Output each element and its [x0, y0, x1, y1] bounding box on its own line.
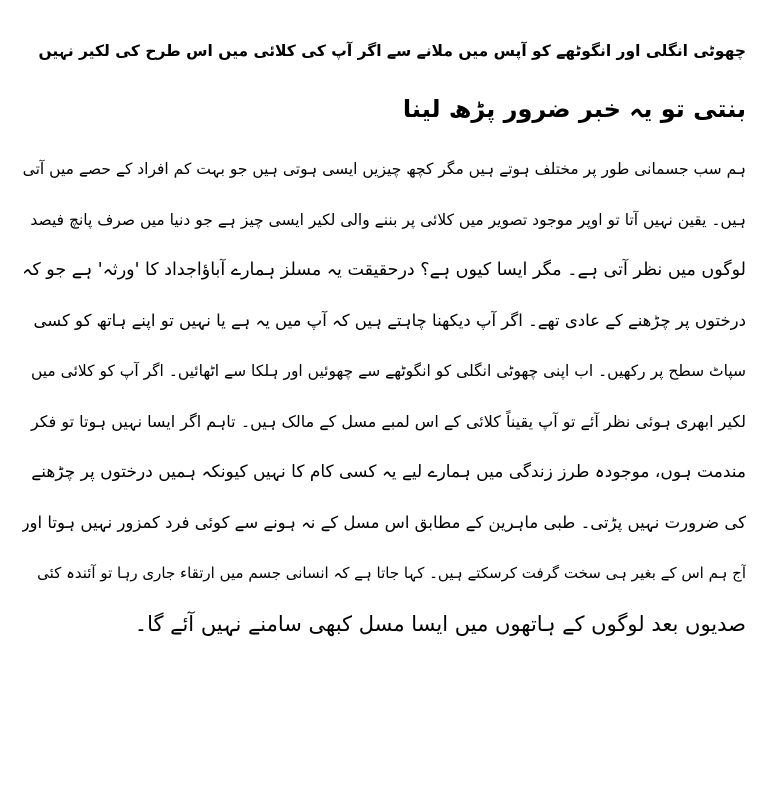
- body-line-9: آج ہم اس کے بغیر ہی سخت گرفت کرسکتے ہیں۔ کہا جاتا ہے کہ انسانی جسم میں ارتقاء جاری رہا تو آئندہ کئی: [37, 564, 746, 582]
- body-line-3: لوگوں میں نظر آتی ہے۔ مگر ایسا کیوں ہے؟ درحقیقت یہ مسلز ہمارے آباؤاجداد کا 'ورثہ' ہے جو کہ: [22, 260, 746, 280]
- body-line-8: کی ضرورت نہیں پڑتی۔ طبی ماہرین کے مطابق اس مسل کے نہ ہونے سے کوئی فرد کمزور نہیں ہوتا اور: [22, 512, 746, 532]
- article-body: [22, 144, 746, 649]
- body-line-6: لکیر ابھری ہوئی نظر آئے تو آپ یقیناً کلائی کے اس لمبے مسل کے مالک ہیں۔ تاہم اگر ایسا نہیں ہوتا تو فکر: [30, 411, 746, 431]
- body-line-10: صدیوں بعد لوگوں کے ہاتھوں میں ایسا مسل کبھی سامنے نہیں آئے گا۔: [134, 611, 746, 636]
- body-line-4: درختوں پر چڑھنے کے عادی تھے۔ اگر آپ دیکھنا چاہتے ہیں کہ آپ میں یہ ہے یا نہیں تو اپنے ہاتھ کو کسی: [33, 310, 746, 330]
- body-line-1: ہم سب جسمانی طور پر مختلف ہوتے ہیں مگر کچھ چیزیں ایسی ہوتی ہیں جو بہت کم افراد کے حصے میں آتی: [22, 160, 746, 178]
- headline-line-2: بنتی تو یہ خبر ضرور پڑھ لینا: [402, 95, 746, 123]
- headline-line-1: چھوٹی انگلی اور انگوٹھے کو آپس میں ملانے سے اگر آپ کی کلائی میں اس طرح کی لکیر نہیں: [38, 42, 746, 60]
- article-headline: [22, 22, 746, 138]
- body-line-2: ہیں۔ یقین نہیں آتا تو اوپر موجود تصویر میں کلائی پر بننے والی لکیر ایسی چیز ہے جو دنیا میں صرف پانچ فیصد: [30, 210, 746, 229]
- body-line-5: سپاٹ سطح پر رکھیں۔ اب اپنی چھوٹی انگلی کو انگوٹھے سے چھوئیں اور ہلکا سے اٹھائیں۔ اگر آپ کو کلائی میں: [30, 362, 746, 380]
- body-line-7: مندمت ہوں، موجودہ طرز زندگی میں ہمارے لیے یہ کسی کام کا نہیں کیونکہ ہمیں درختوں پر چڑھنے: [31, 462, 746, 482]
